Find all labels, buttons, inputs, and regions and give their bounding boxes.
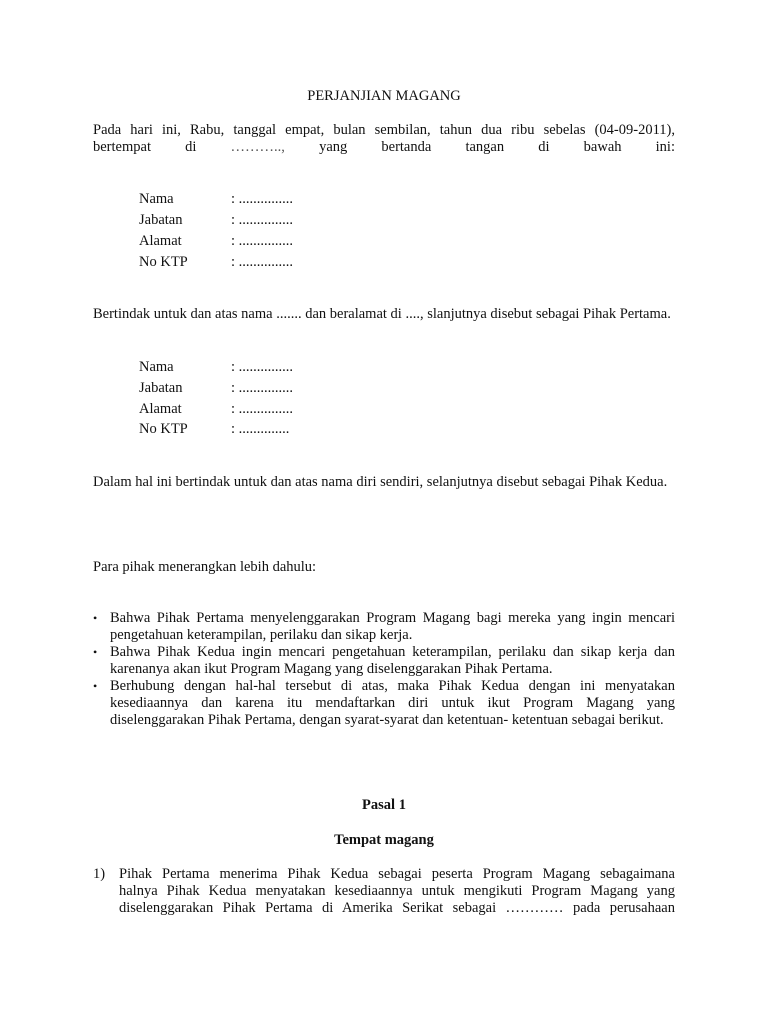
party2-field-alamat: Alamat : ............... <box>139 401 294 417</box>
list-item: • Bahwa Pihak Pertama menyelenggarakan Program Magang bagi mereka yang ingin mencari pengetahuan keterampilan, perilaku dan sikap kerja. <box>93 610 675 643</box>
bullet-icon: • <box>93 611 98 625</box>
party1-field-nama: Nama : ............... <box>139 191 294 207</box>
article-number: Pasal 1 <box>362 797 406 813</box>
preamble: Para pihak menerangkan lebih dahulu: <box>93 559 317 575</box>
party1-field-noktp: No KTP : ............... <box>139 254 294 270</box>
party2-field-noktp: No KTP : .............. <box>139 421 290 437</box>
party1-statement: Bertindak untuk dan atas nama ....... dan beralamat di ...., slanjutnya disebut sebagai Pihak Pertama. <box>93 306 671 322</box>
party1-field-alamat: Alamat : ............... <box>139 233 294 249</box>
list-item: • Berhubung dengan hal-hal tersebut di atas, maka Pihak Kedua dengan ini menyatakan kesediaannya dan karena itu mendaftarkan diri untuk ikut Program Magang yang diselenggarakan Pihak Pertama, dengan syarat-syarat dan ketentuan- ketentuan sebagai berikut. <box>93 678 675 728</box>
list-item: • Bahwa Pihak Kedua ingin mencari pengetahuan keterampilan, perilaku dan sikap kerja dan karenanya akan ikut Program Magang yang diselenggarakan Pihak Pertama. <box>93 644 675 677</box>
party1-field-jabatan: Jabatan : ............... <box>139 212 294 228</box>
numbered-item-1: 1) Pihak Pertama menerima Pihak Kedua sebagai peserta Program Magang sebagaimana halnya Pihak Kedua menyatakan kesediaannya untuk mengikuti Program Magang yang diselenggarakan Pihak Pertama di Amerika Serikat sebagai ………… pada perusahaan <box>93 866 675 916</box>
intro-line-2: bertempat di ……….., yang bertanda tangan di bawah ini: <box>93 139 675 155</box>
article-title: Tempat magang <box>334 832 434 848</box>
intro-line-1: Pada hari ini, Rabu, tanggal empat, bulan sembilan, tahun dua ribu sebelas (04-09-2011), <box>93 122 675 138</box>
document-title: PERJANJIAN MAGANG <box>307 88 461 104</box>
bullet-icon: • <box>93 679 98 693</box>
bullet-icon: • <box>93 645 98 659</box>
party2-field-nama: Nama : ............... <box>139 359 294 375</box>
intro-paragraph <box>93 122 675 156</box>
party2-statement: Dalam hal ini bertindak untuk dan atas nama diri sendiri, selanjutnya disebut sebagai Pihak Kedua. <box>93 474 668 490</box>
party2-field-jabatan: Jabatan : ............... <box>139 380 294 396</box>
